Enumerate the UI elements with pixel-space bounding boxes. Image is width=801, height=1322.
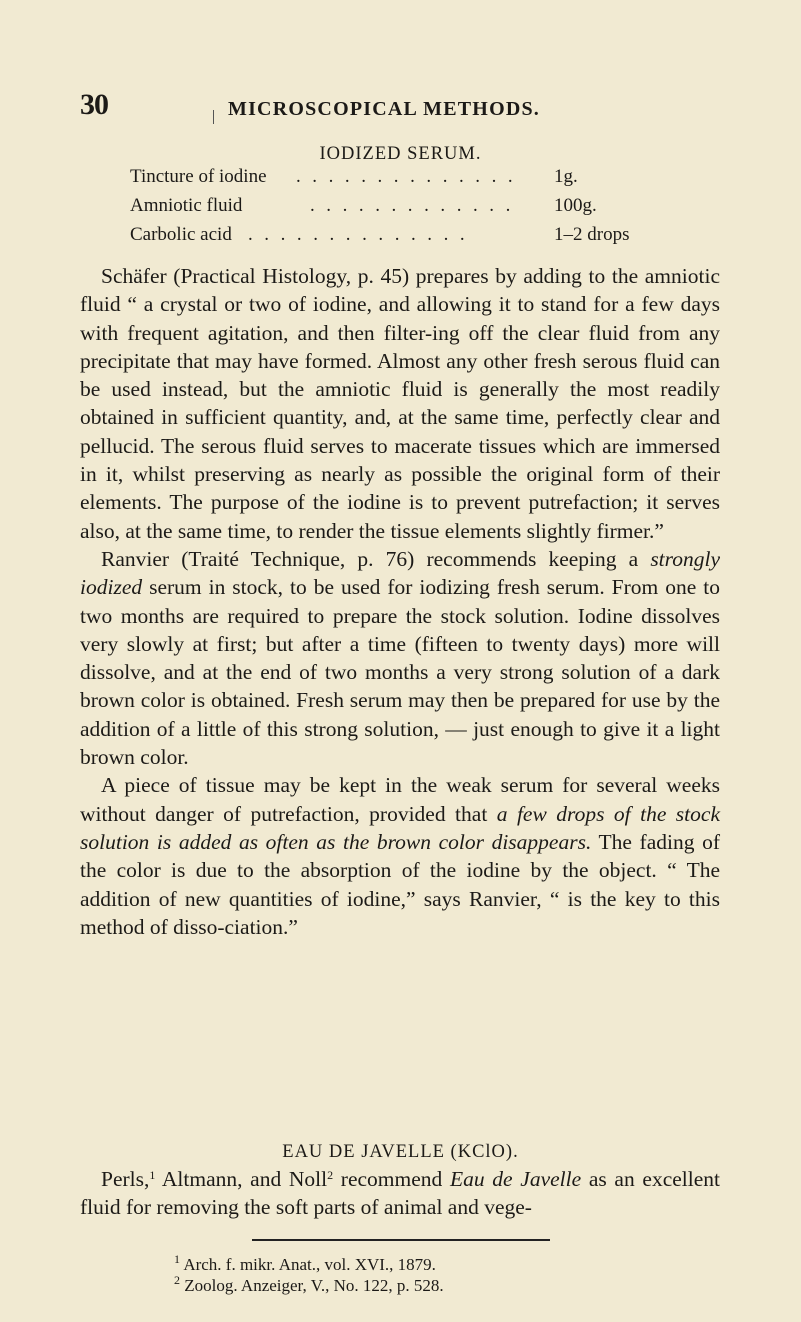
ingredient-quantity: 1g. xyxy=(554,166,578,187)
ingredient-quantity: 100g. xyxy=(554,195,597,216)
ingredient-name: Carbolic acid xyxy=(130,224,232,245)
header-divider xyxy=(213,110,214,124)
footnote-mark: 2 xyxy=(174,1273,180,1287)
ingredient-quantity: 1–2 drops xyxy=(554,224,630,245)
paragraph-ranvier: Ranvier (Traité Technique, p. 76) recommends keeping a strongly iodized serum in stock, to be used for iodizing fresh serum. From one to two months are required to prepare the stock solution. Iodine dissolves very slowly at first; but after a time (fifteen to twenty days) more will dissolve, and at the end of two months a very strong solution of a dark brown color is obtained. Fresh serum may then be prepared for use by the addition of a little of this strong solution, — just enough to give it a light brown color. xyxy=(80,546,720,770)
emphasis: a few drops of the stock solution is added as often as the brown color disappears. xyxy=(80,801,720,854)
footnote-divider xyxy=(252,1239,550,1241)
page-number: 30 xyxy=(80,88,108,121)
body-text-eau-de-javelle xyxy=(80,1165,720,1222)
paragraph-schafer: Schäfer (Practical Histology, p. 45) prepares by adding to the amniotic fluid “ a crystal or two of iodine, and allowing it to stand for a few days with frequent agitation, and then filter-ing off the clear fluid from any precipitate that may have formed. Almost any other fresh serous fluid can be used instead, but the amniotic fluid is generally the most readily obtained in sufficient quantity, and, at the same time, perfectly clear and pellucid. The serous fluid serves to macerate tissues which are immersed in it, whilst preserving as nearly as possible the original form of their elements. The purpose of the iodine is to prevent putrefaction; it serves also, at the same time, to render the tissue elements slightly firmer.” xyxy=(80,264,720,543)
footnote: $^2$ Zoolog. Anzeiger, V., No. 122, p. 528. xyxy=(174,1273,444,1295)
dot-leader: . . . . . . . . . . . . . . xyxy=(248,224,469,245)
section-heading-eau-de-javelle: EAU DE JAVELLE (KClO). xyxy=(282,1142,519,1162)
footnotes xyxy=(174,1254,444,1296)
recipe-row xyxy=(130,166,690,195)
paragraph-weak-serum: A piece of tissue may be kept in the weak serum for several weeks without danger of putrefaction, provided that a few drops of the stock solution is added as often as the brown color disappears. The fading of the color is due to the absorption of the iodine by the object. “ The addition of new quantities of iodine,” says Ranvier, “ is the key to this method of disso-ciation.” xyxy=(80,773,720,939)
running-title: MICROSCOPICAL METHODS. xyxy=(228,98,540,120)
running-head xyxy=(80,88,720,128)
footnote-ref[interactable]: 1 xyxy=(149,1168,156,1182)
paragraph-eau-de-javelle: Perls,$^1$ Altmann, and Noll$^2$ recommend Eau de Javelle as an excellent fluid for removing the soft parts of animal and vege- xyxy=(80,1167,720,1220)
ingredient-name: Tincture of iodine xyxy=(130,166,267,187)
footnote-ref[interactable]: 2 xyxy=(327,1168,334,1182)
emphasis: Eau de Javelle xyxy=(449,1167,582,1191)
ingredient-name: Amniotic fluid xyxy=(130,195,243,216)
recipe-list xyxy=(130,166,690,253)
footnote: $^1$ Arch. f. mikr. Anat., vol. XVI., 1879. xyxy=(174,1252,436,1274)
recipe-row xyxy=(130,195,690,224)
dot-leader: . . . . . . . . . . . . . . xyxy=(296,166,517,187)
emphasis: strongly iodized xyxy=(80,546,720,600)
dot-leader: . . . . . . . . . . . . . xyxy=(310,195,514,216)
section-heading-iodized-serum: IODIZED SERUM. xyxy=(319,144,482,164)
footnote-mark: 1 xyxy=(174,1252,180,1266)
recipe-row xyxy=(130,224,690,253)
body-text-iodized-serum xyxy=(80,262,720,941)
